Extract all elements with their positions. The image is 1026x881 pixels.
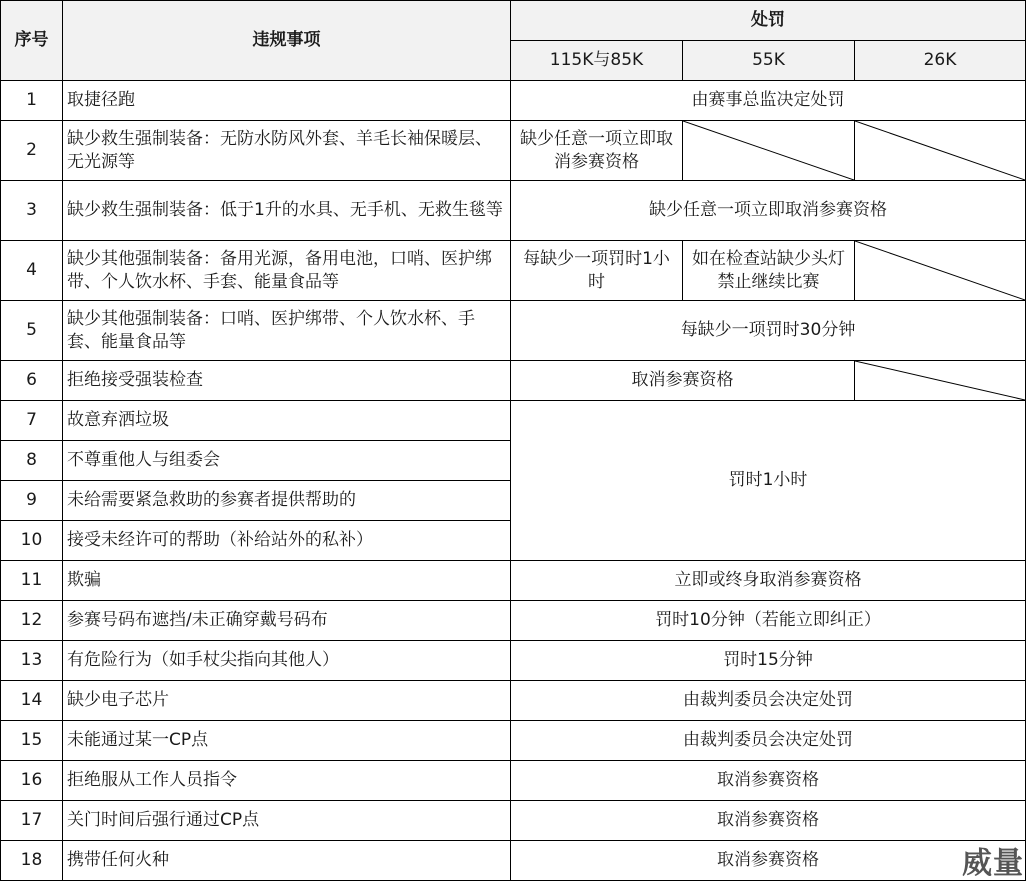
row-number: 2: [1, 121, 63, 181]
not-applicable-cell: [855, 121, 1026, 181]
violation-cell: 缺少救生强制装备：低于1升的水具、无手机、无救生毯等: [63, 181, 511, 241]
row-number: 14: [1, 681, 63, 721]
diagonal-line: [855, 121, 1025, 180]
table-row: [1, 761, 1026, 801]
row-number: 15: [1, 721, 63, 761]
row-number: 9: [1, 481, 63, 521]
diagonal-line: [683, 121, 854, 180]
penalty-group-cell: 罚时1小时: [511, 401, 1026, 561]
penalty-cell-115-85: 缺少任意一项立即取消参赛资格: [511, 121, 683, 181]
penalty-cell: 罚时10分钟（若能立即纠正）: [511, 601, 1026, 641]
header-num: 序号: [1, 1, 63, 81]
penalty-cell: 取消参赛资格: [511, 761, 1026, 801]
violation-cell: 不尊重他人与组委会: [63, 441, 511, 481]
row-number: 3: [1, 181, 63, 241]
header-distance-115-85: 115K与85K: [511, 41, 683, 81]
penalty-cell-115-55: 取消参赛资格: [511, 361, 855, 401]
table-row: [1, 721, 1026, 761]
violation-cell: 缺少其他强制装备：备用光源，备用电池，口哨、医护绑带、个人饮水杯、手套、能量食品等: [63, 241, 511, 301]
penalty-cell-55: 如在检查站缺少头灯禁止继续比赛: [683, 241, 855, 301]
penalty-cell: 由裁判委员会决定处罚: [511, 721, 1026, 761]
table-row: [1, 681, 1026, 721]
violation-cell: 欺骗: [63, 561, 511, 601]
header-distance-55: 55K: [683, 41, 855, 81]
violation-cell: 缺少其他强制装备：口哨、医护绑带、个人饮水杯、手套、能量食品等: [63, 301, 511, 361]
row-number: 4: [1, 241, 63, 301]
diagonal-line: [855, 241, 1025, 300]
penalty-cell-115-85: 每缺少一项罚时1小时: [511, 241, 683, 301]
table-row: [1, 81, 1026, 121]
table-row: [1, 801, 1026, 841]
header-penalty: 处罚: [511, 1, 1026, 41]
row-number: 13: [1, 641, 63, 681]
header-distance-26: 26K: [855, 41, 1026, 81]
violation-cell: 取捷径跑: [63, 81, 511, 121]
row-number: 10: [1, 521, 63, 561]
violation-cell: 故意弃洒垃圾: [63, 401, 511, 441]
row-number: 8: [1, 441, 63, 481]
penalty-cell: 立即或终身取消参赛资格: [511, 561, 1026, 601]
violation-cell: 拒绝接受强装检查: [63, 361, 511, 401]
row-number: 11: [1, 561, 63, 601]
watermark: 威量: [962, 846, 1024, 881]
row-number: 7: [1, 401, 63, 441]
violation-cell: 接受未经许可的帮助（补给站外的私补）: [63, 521, 511, 561]
table-row: [1, 401, 1026, 441]
violation-cell: 缺少电子芯片: [63, 681, 511, 721]
table-row: [1, 361, 1026, 401]
penalty-cell: 由赛事总监决定处罚: [511, 81, 1026, 121]
row-number: 5: [1, 301, 63, 361]
table-row: [1, 121, 1026, 181]
penalty-cell: 每缺少一项罚时30分钟: [511, 301, 1026, 361]
table-row: [1, 641, 1026, 681]
penalty-cell: 缺少任意一项立即取消参赛资格: [511, 181, 1026, 241]
row-number: 6: [1, 361, 63, 401]
violation-cell: 缺少救生强制装备：无防水防风外套、羊毛长袖保暖层、无光源等: [63, 121, 511, 181]
violation-cell: 关门时间后强行通过CP点: [63, 801, 511, 841]
row-number: 17: [1, 801, 63, 841]
penalty-cell: 由裁判委员会决定处罚: [511, 681, 1026, 721]
row-number: 12: [1, 601, 63, 641]
violation-cell: 未给需要紧急救助的参赛者提供帮助的: [63, 481, 511, 521]
penalty-cell: 取消参赛资格: [511, 841, 1026, 881]
violation-cell: 有危险行为（如手杖尖指向其他人）: [63, 641, 511, 681]
table-row: [1, 561, 1026, 601]
header-violation: 违规事项: [63, 1, 511, 81]
not-applicable-cell: [855, 361, 1026, 401]
not-applicable-cell: [683, 121, 855, 181]
row-number: 16: [1, 761, 63, 801]
violation-cell: 参赛号码布遮挡/未正确穿戴号码布: [63, 601, 511, 641]
table-row: [1, 241, 1026, 301]
penalty-cell: 罚时15分钟: [511, 641, 1026, 681]
table-row: [1, 301, 1026, 361]
table-row: [1, 841, 1026, 881]
table-row: [1, 181, 1026, 241]
row-number: 18: [1, 841, 63, 881]
row-number: 1: [1, 81, 63, 121]
table-row: [1, 601, 1026, 641]
diagonal-line: [855, 361, 1025, 400]
penalty-cell: 取消参赛资格: [511, 801, 1026, 841]
violation-cell: 拒绝服从工作人员指令: [63, 761, 511, 801]
violation-cell: 携带任何火种: [63, 841, 511, 881]
not-applicable-cell: [855, 241, 1026, 301]
violation-cell: 未能通过某一CP点: [63, 721, 511, 761]
